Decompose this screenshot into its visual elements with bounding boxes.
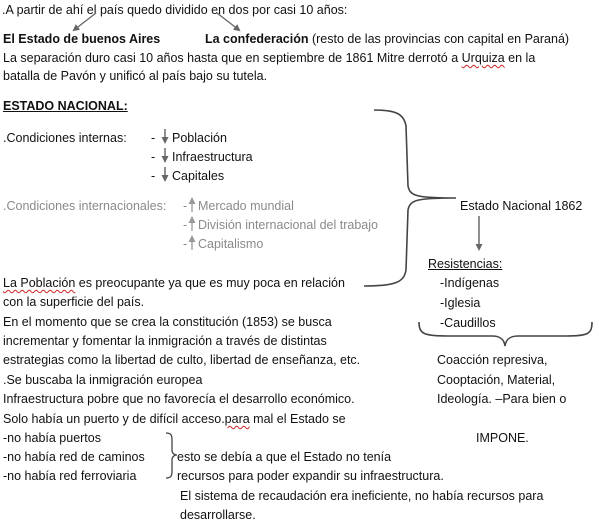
internal-dash: - <box>151 131 156 145</box>
internal-dash: - <box>151 150 156 164</box>
reason-line-1: esto se debía a que el Estado no tenía <box>177 450 392 464</box>
body-line-6: .Se buscaba la inmigración europea <box>3 373 203 387</box>
international-dash: - <box>183 218 188 232</box>
reason-line-3: El sistema de recaudación era ineficiente, no había recursos para <box>180 489 544 503</box>
respuesta-line-1: Coacción represiva, <box>437 353 548 367</box>
small-brace-icon <box>166 433 177 478</box>
body-line-3: En el momento que se crea la constitución (1853) se busca <box>3 315 332 329</box>
separation-text-end: en la <box>504 51 536 65</box>
international-dash: - <box>183 237 188 251</box>
reason-line-4: desarrollarse. <box>180 508 256 522</box>
body-line-5: estrategias como la libertad de culto, libertad de enseñanza, etc. <box>3 353 361 367</box>
internal-item-infraestructura: Infraestructura <box>172 150 253 164</box>
intro-line: .A partir de ahí el país quedo dividido en dos por casi 10 años: <box>2 3 348 17</box>
right-brace-icon <box>364 110 456 286</box>
body-line-8-start: Solo había un puerto y de difícil acceso. <box>3 412 225 426</box>
lack-ferroviaria: -no había red ferroviaria <box>3 469 137 483</box>
left-title: El Estado de buenos Aires <box>3 32 161 46</box>
international-item-capitalismo: Capitalismo <box>198 237 264 251</box>
body-line-4: incrementar y fomentar la inmigración a través de distintas <box>3 334 327 348</box>
body-line-8-end: mal el Estado se <box>249 412 346 426</box>
resistencia-indigenas: -Indígenas <box>440 276 500 290</box>
section-title: ESTADO NACIONAL: <box>3 99 128 113</box>
international-item-division: División internacional del trabajo <box>198 218 378 232</box>
separation-line-2: batalla de Pavón y unificó al país bajo su tutela. <box>3 69 268 83</box>
body-line-1-rest: es preocupante ya que es muy poca en relación <box>75 276 345 290</box>
lack-puertos: -no había puertos <box>3 431 101 445</box>
reason-line-2: recursos para poder expandir su infraestructura. <box>177 469 444 483</box>
urquiza-word: Urquiza <box>461 51 505 65</box>
body-line-7: Infraestructura pobre que no favorecía el desarrollo económico. <box>3 392 355 406</box>
respuesta-line-2: Cooptación, Material, <box>437 373 556 387</box>
internal-item-capitales: Capitales <box>172 169 225 183</box>
internal-item-poblacion: Población <box>172 131 227 145</box>
resistencia-iglesia: -Iglesia <box>440 296 481 310</box>
respuesta-line-4: IMPONE. <box>476 431 529 445</box>
right-note: (resto de las provincias con capital en Paraná) <box>311 32 570 46</box>
para-word: para <box>224 412 250 426</box>
international-item-mercado: Mercado mundial <box>198 199 294 213</box>
arrow-to-confederacion <box>217 13 239 30</box>
estado-nacional-label: Estado Nacional 1862 <box>460 199 583 213</box>
international-dash: - <box>183 199 188 213</box>
right-title: La confederación <box>205 32 309 46</box>
bottom-brace-icon <box>419 322 592 346</box>
poblacion-link: La Población <box>3 276 76 290</box>
international-label: .Condiciones internacionales: <box>3 199 167 213</box>
body-line-2: con la superficie del país. <box>3 295 145 309</box>
arrow-to-buenos-aires <box>74 13 96 30</box>
respuesta-line-3: Ideología. –Para bien o <box>437 392 567 406</box>
internal-dash: - <box>151 169 156 183</box>
lack-caminos: -no había red de caminos <box>3 450 145 464</box>
internal-label: .Condiciones internas: <box>3 131 127 145</box>
resistencia-caudillos: -Caudillos <box>440 316 496 330</box>
separation-text: La separación duro casi 10 años hasta que en septiembre de 1861 Mitre derrotó a <box>3 51 462 65</box>
resistencias-title: Resistencias: <box>428 257 503 271</box>
